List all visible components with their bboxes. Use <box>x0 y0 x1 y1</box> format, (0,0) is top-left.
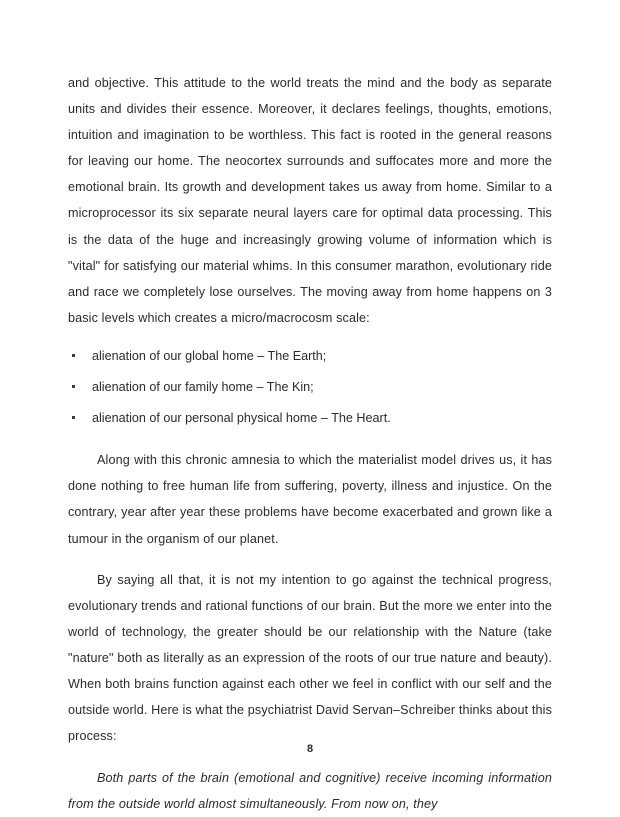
square-bullet-icon <box>72 354 75 357</box>
list-item-label: alienation of our global home – The Earth; <box>92 348 327 363</box>
paragraph-amnesia: Along with this chronic amnesia to which the materialist model drives us, it has done nothing to free human life from suffering, poverty, illness and injustice. On the contrary, year after year these problems have become exacerbated and grown like a tumour in the organism of our planet. <box>68 453 552 546</box>
paragraph-progress: By saying all that, it is not my intention to go against the technical progress, evolutionary trends and rational functions of our brain. But the more we enter into the world of technology, the greater should be our relationship with the Nature (take "nature" both as literally as an expression of the roots of our true nature and beauty). When both brains function against each other we feel in conflict with our self and the outside world. Here is what the psychiatrist David Servan–Schreiber thinks about this process: <box>68 572 552 744</box>
spacer-between-paragraphs <box>68 552 552 567</box>
list-item-label: alienation of our personal physical home – The Heart. <box>92 411 391 426</box>
spacer-after-list <box>68 436 552 447</box>
square-bullet-icon <box>72 385 75 388</box>
page-number: 8 <box>306 743 314 755</box>
list-item <box>68 374 552 400</box>
paragraph-continuation: and objective. This attitude to the world treats the mind and the body as separate units and divides their essence. Moreover, it declares feelings, thoughts, emotions, intuition and imagination to be worthless. This fact is rooted in the general reasons for leaving our home. The neocortex surrounds and suffocates more and more the emotional brain. Its growth and development takes us away from home. Similar to a microprocessor its six separate neural layers care for optimal data processing. This is the data of the huge and increasingly growing volume of information which is "vital" for satisfying our material whims. In this consumer marathon, evolutionary ride and race we completely lose ourselves. The moving away from home happens on 3 basic levels which creates a micro/macrocosm scale: <box>68 76 552 325</box>
list-item-label: alienation of our family home – The Kin; <box>92 380 314 395</box>
list-item <box>68 405 552 431</box>
paragraph-quote: Both parts of the brain (emotional and cognitive) receive incoming information from the outside world almost simultaneously. From now on, they <box>68 771 552 812</box>
square-bullet-icon <box>72 416 75 419</box>
page-body <box>68 70 552 817</box>
spacer-before-list <box>68 331 552 343</box>
list-item <box>68 343 552 369</box>
alienation-bullet-list <box>68 343 552 431</box>
